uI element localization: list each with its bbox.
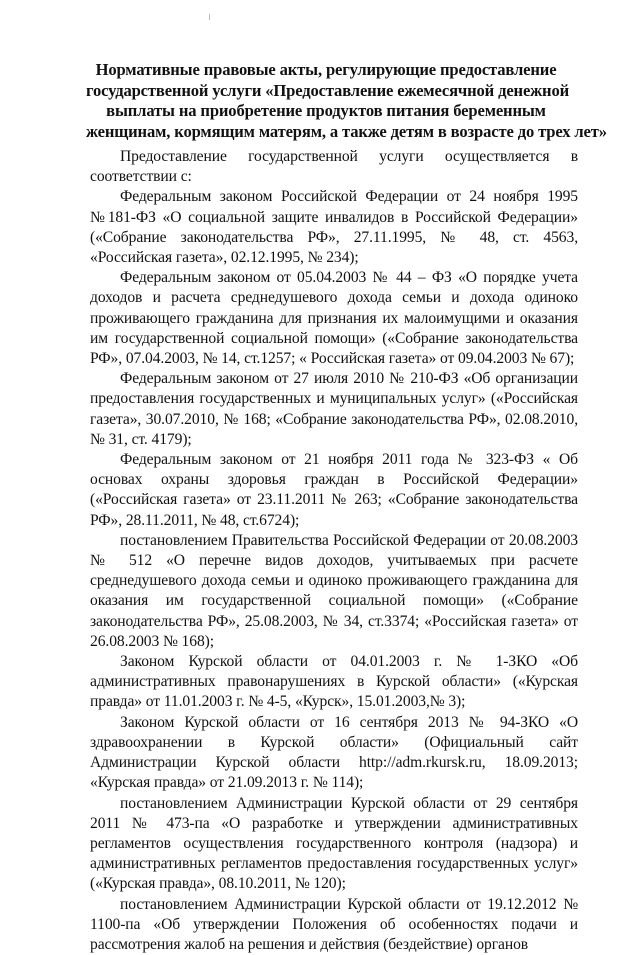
- document-title: [86, 60, 607, 142]
- title-line: выплаты на приобретение продуктов питания беременным: [106, 101, 546, 120]
- title-line: Нормативные правовые акты, регулирующие предоставление: [95, 60, 557, 79]
- document-body: [90, 147, 578, 955]
- legal-act-paragraph: постановлением Администрации Курской области от 29 сентября 2011 № 473-па «О разработке и утверждении административных регламентов осуществления государственного контроля (надзора) и административных регламентов предоставления государственных услуг» («Курская правда», 08.10.2011, № 120);: [90, 794, 578, 893]
- legal-act-paragraph: Законом Курской области от 16 сентября 2013 № 94-ЗКО «О здравоохранении в Курской области» (Официальный сайт Администрации Курской области http://adm.rkursk.ru, 18.09.2013; «Курская правда» от 21.09.2013 г. № 114);: [90, 713, 578, 792]
- title-line: государственной услуги «Предоставление ежемесячной денежной: [86, 80, 570, 100]
- legal-act-paragraph: Федеральным законом Российской Федерации от 24 ноября 1995 №181-ФЗ «О социальной защите инвалидов в Российской Федерации» («Собрание законодательства РФ», 27.11.1995, № 48, ст. 4563, «Российская газета», 02.12.1995, № 234);: [90, 188, 578, 267]
- legal-act-paragraph: Федеральным законом от 27 июля 2010 № 210-ФЗ «Об организации предоставления государственных и муниципальных услуг» («Российская газета», 30.07.2010, № 168; «Собрание законодательства РФ», 02.08.2010, № 31, ст. 4179);: [90, 370, 578, 448]
- legal-act-paragraph: постановлением Администрации Курской области от 19.12.2012 № 1100-па «Об утверждении Положения об особенностях подачи и рассмотрения жалоб на решения и действия (бездействие) органов: [90, 895, 578, 953]
- title-line: женщинам, кормящим матерям, а также детям в возрасте до трех лет»: [86, 121, 607, 141]
- intro-paragraph: Предоставление государственной услуги осуществляется в соответствии с:: [90, 148, 578, 186]
- legal-act-paragraph: Федеральным законом от 05.04.2003 № 44 – ФЗ «О порядке учета доходов и расчета среднедушевого дохода семьи и дохода одиноко проживающего гражданина для признания их малоимущими и оказания им государственной социальной помощи» («Собрание законодательства РФ», 07.04.2003, № 14, ст.1257; « Российская газета» от 09.04.2003 № 67);: [90, 269, 578, 368]
- legal-act-paragraph: Федеральным законом от 21 ноября 2011 года № 323-ФЗ « Об основах охраны здоровья граждан в Российской Федерации» («Российская газета» от 23.11.2011 № 263; «Собрание законодательства РФ», 28.11.2011, № 48, ст.6724);: [90, 451, 578, 529]
- scan-artifact: [209, 14, 210, 20]
- legal-act-paragraph: постановлением Правительства Российской Федерации от 20.08.2003 № 512 «О перечне видов доходов, учитываемых при расчете среднедушевого дохода семьи и одиноко проживающего гражданина для оказания им государственной социальной помощи» («Собрание законодательства РФ», 25.08.2003, № 34, ст.3374; «Российская газета» от 26.08.2003 № 168);: [90, 531, 578, 650]
- legal-act-paragraph: Законом Курской области от 04.01.2003 г. № 1-ЗКО «Об административных правонарушениях в Курской области» («Курская правда» от 11.01.2003 г. № 4-5, «Курск», 15.01.2003,№ 3);: [90, 653, 578, 711]
